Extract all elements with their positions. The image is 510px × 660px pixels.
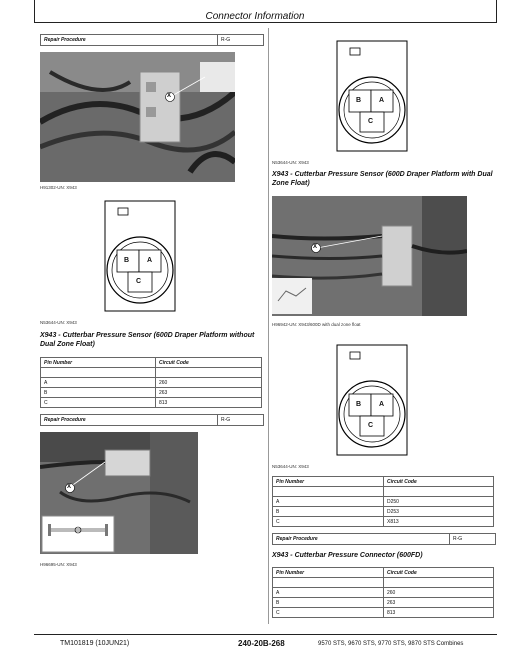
photo-harness-2-drawing	[40, 432, 198, 554]
table-header-row: Pin Number Circuit Code	[273, 568, 494, 578]
table-row: A D250	[273, 497, 494, 507]
connector-right2-drawing	[336, 344, 408, 456]
photo-right-caption: H96942-UN: X943/600D with dual zone float	[272, 322, 361, 327]
connector-diagram-right-1	[336, 40, 408, 152]
pin-b-label: B	[356, 97, 362, 104]
pin-c-label: C	[368, 422, 374, 429]
pin-b-label: B	[356, 401, 362, 408]
footer-rule	[34, 634, 497, 635]
photo2-caption: H96695-UN: X943	[40, 562, 77, 567]
footer-models: 9570 STS, 9670 STS, 9770 STS, 9870 STS Combines	[318, 641, 464, 647]
section-title-left: X943 - Cutterbar Pressure Sensor (600D Draper Platform without Dual Zone Float)	[40, 332, 255, 348]
pin-c-label: C	[136, 278, 142, 285]
pin-b-label: B	[124, 257, 130, 264]
pin-table-left	[40, 357, 262, 408]
table-row: B D253	[273, 507, 494, 517]
photo1-caption: H91302-UN: X943	[40, 185, 77, 190]
table-row: C X813	[273, 517, 494, 527]
table-row: B 263	[273, 598, 494, 608]
table-header-row: Pin Number Circuit Code	[273, 477, 494, 487]
section-title-right-1: X943 - Cutterbar Pressure Sensor (600D Draper Platform with Dual Zone Float)	[272, 171, 493, 187]
pin-a-label: A	[379, 401, 385, 408]
photo-harness-1-drawing	[40, 52, 235, 182]
column-divider	[268, 28, 269, 624]
photo-harness-2	[40, 432, 198, 554]
pin-c-label: C	[368, 118, 374, 125]
connector-diagram-left	[104, 200, 176, 312]
connector-right2-caption: N53644-UN: X943	[272, 464, 309, 469]
photo-harness-right-drawing	[272, 196, 467, 316]
section-title-right-2: X943 - Cutterbar Pressure Connector (600FD)	[272, 552, 423, 559]
photo-harness-right	[272, 196, 467, 316]
connector-left-drawing	[104, 200, 176, 312]
photo1-callout-label: X	[167, 93, 172, 99]
table-row: A 260	[41, 378, 262, 388]
page-title: Connector Information	[205, 11, 305, 22]
table-header-row: Pin Number Circuit Code	[41, 358, 262, 368]
connector-diagram-right-2	[336, 344, 408, 456]
pin-table-right-2	[272, 567, 494, 618]
table-row: C 813	[273, 608, 494, 618]
pin-table-right-1	[272, 476, 494, 527]
table-row: B 263	[41, 388, 262, 398]
table-row: C 813	[41, 398, 262, 408]
header-bottom-rule	[34, 22, 497, 23]
pin-a-label: A	[147, 257, 153, 264]
repair-procedure-1: Repair Procedure R-G	[40, 34, 264, 46]
table-row: A 260	[273, 588, 494, 598]
connector-left-caption: N53644-UN: X943	[40, 320, 77, 325]
connector-right1-drawing	[336, 40, 408, 152]
pin-a-label: A	[379, 97, 385, 104]
repair-procedure-2: Repair Procedure R-G	[40, 414, 264, 426]
connector-right1-caption: N53644-UN: X943	[272, 160, 309, 165]
footer-doc-id: TM101819 (10JUN21)	[60, 640, 130, 647]
footer-page-number: 240-20B-268	[238, 639, 285, 648]
repair-procedure-right: Repair Procedure R-G	[272, 533, 496, 545]
photo-right-callout-label: X	[313, 244, 318, 250]
photo-harness-1	[40, 52, 235, 182]
photo2-callout-label: X	[67, 484, 72, 490]
